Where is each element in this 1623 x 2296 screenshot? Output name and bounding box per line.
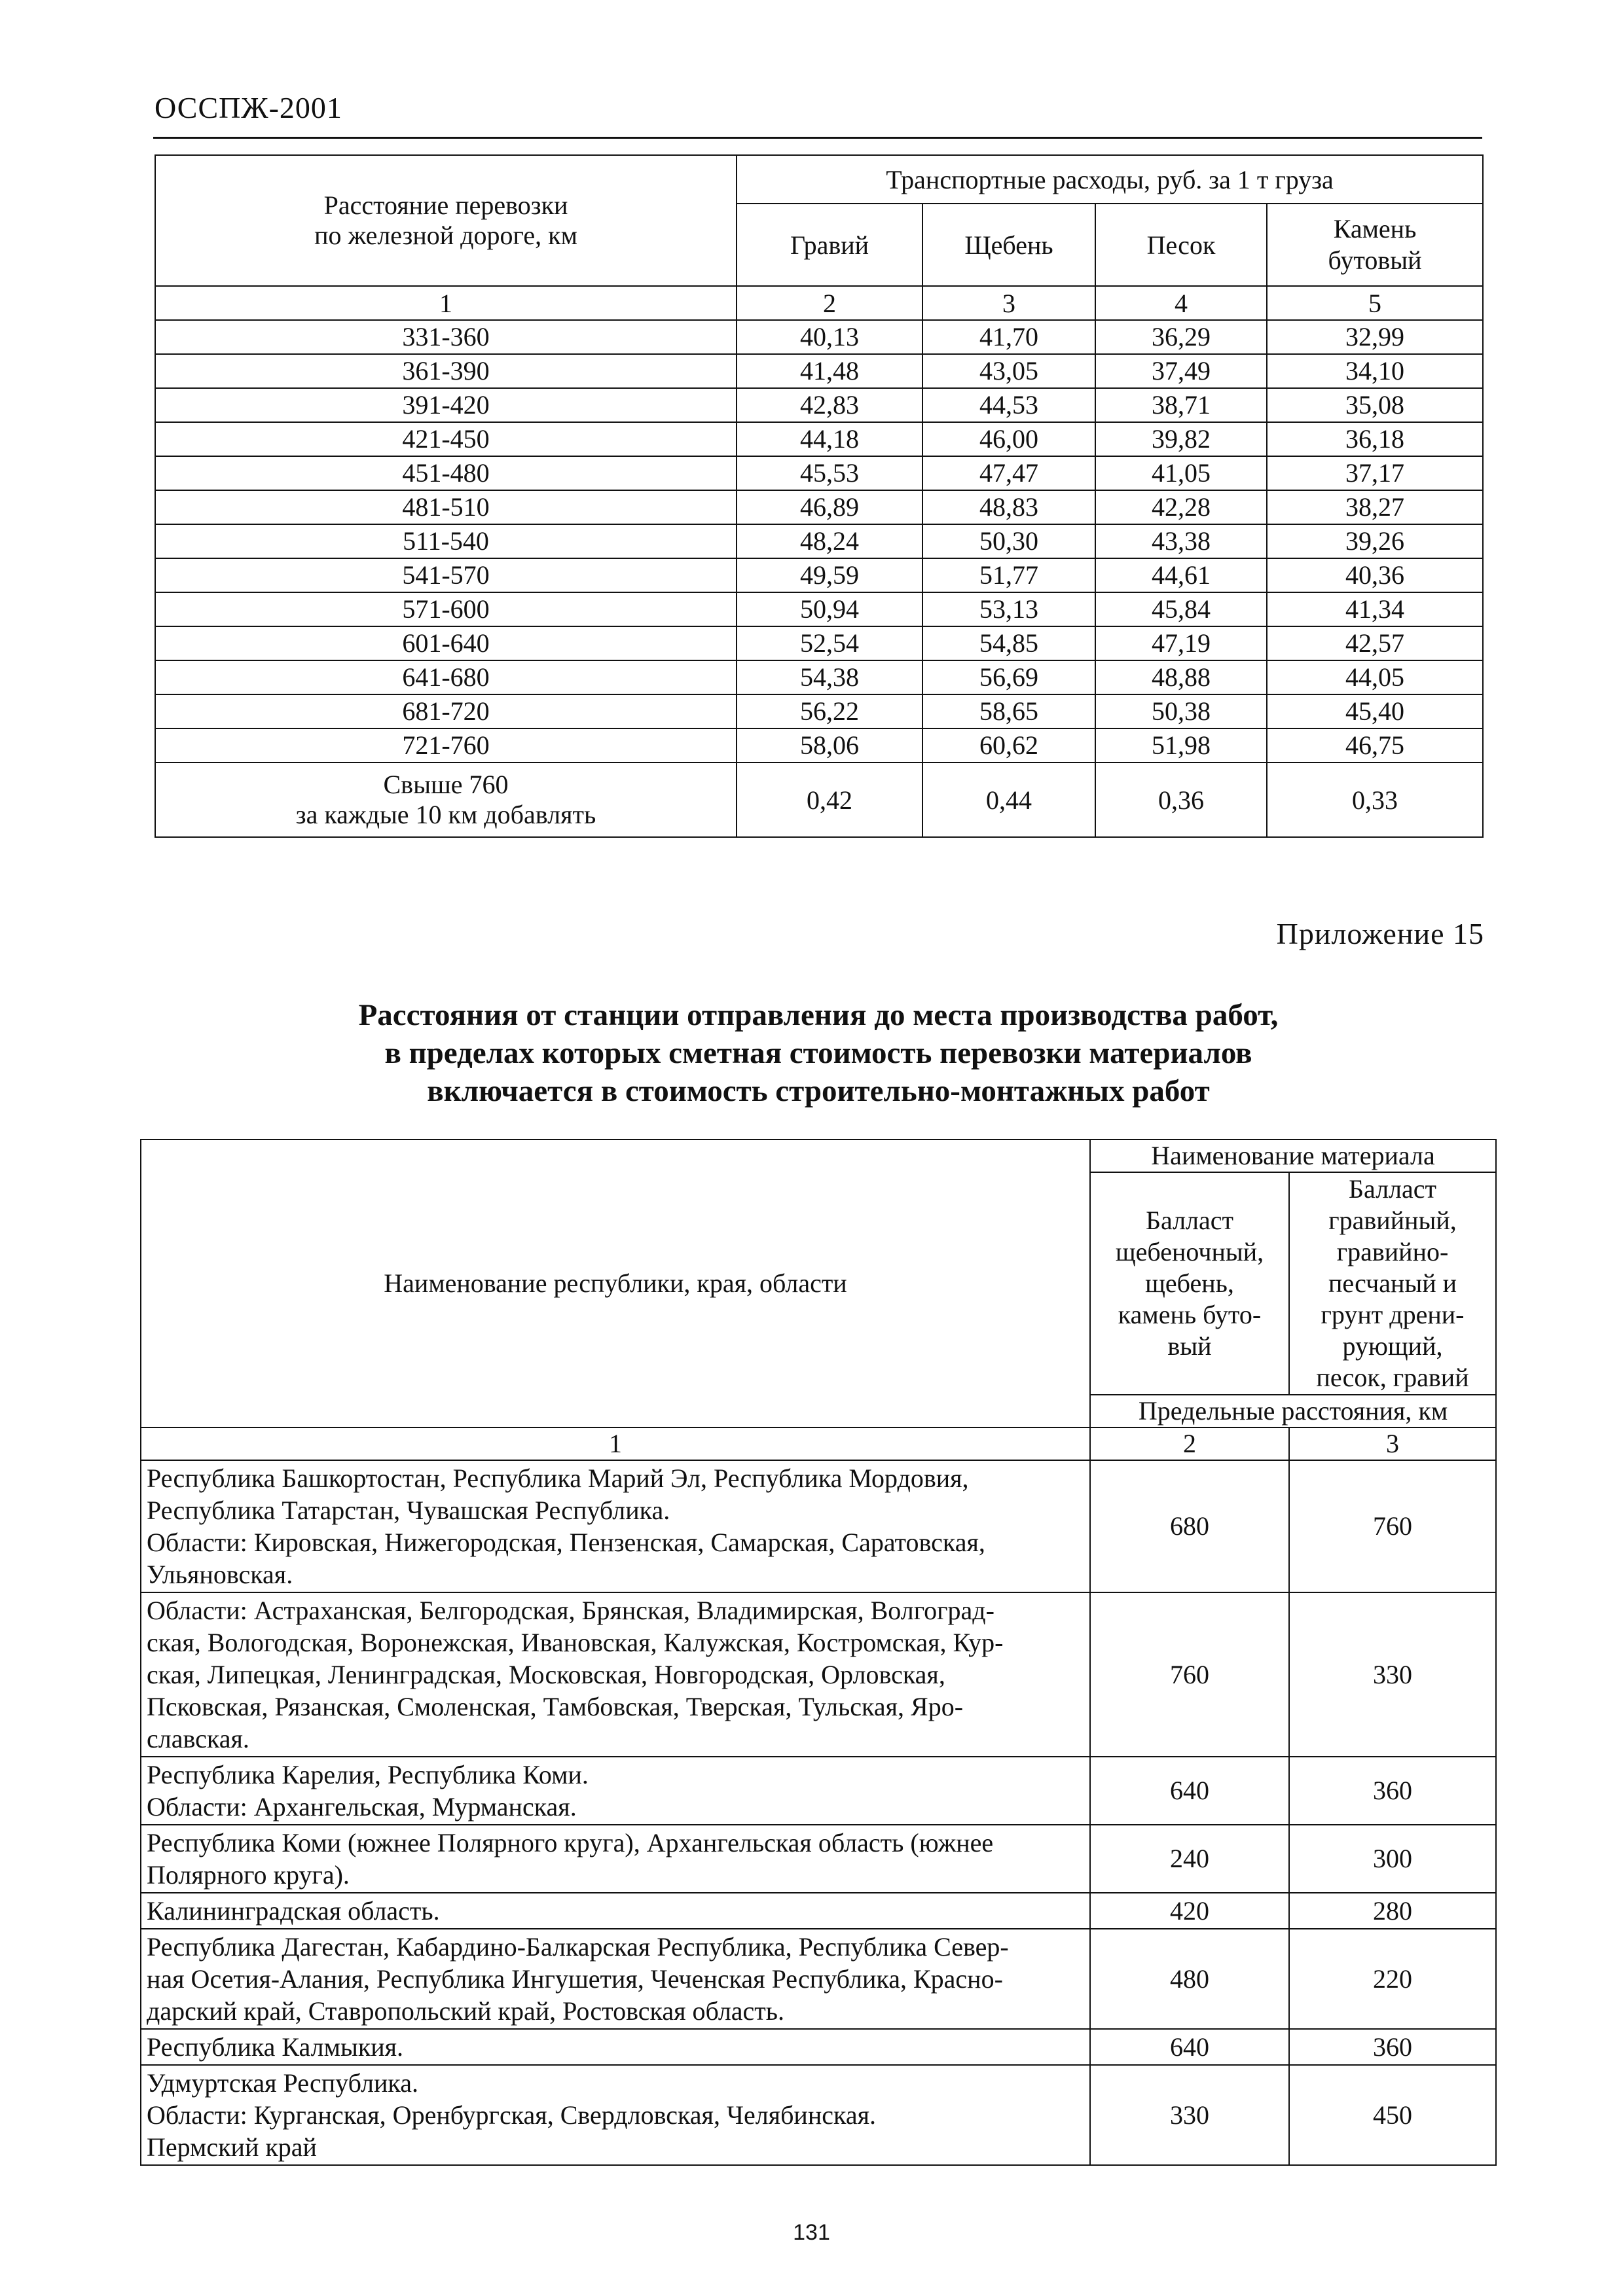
t1-cost-cell: 56,69 — [922, 660, 1095, 694]
t1-col-number: 4 — [1095, 286, 1267, 320]
t1-row — [155, 558, 1483, 592]
t1-row — [155, 422, 1483, 456]
t1-cost-cell: 42,28 — [1095, 490, 1267, 524]
region-line: Ульяновская. — [147, 1560, 293, 1589]
region-line: Области: Курганская, Оренбургская, Свердловская, Челябинская. — [147, 2100, 876, 2130]
document-header-code: ОССПЖ-2001 — [155, 91, 342, 124]
t1-col-number: 1 — [155, 286, 737, 320]
t2-distance-cell: 760 — [1090, 1592, 1289, 1757]
header-line: камень буто- — [1118, 1300, 1262, 1329]
t1-cost-cell: 41,34 — [1267, 592, 1483, 626]
region-line: Республика Карелия, Республика Коми. — [147, 1760, 589, 1789]
t1-col-sand: Песок — [1095, 204, 1267, 286]
t1-cell: 0,36 — [1095, 762, 1267, 837]
t1-distance-cell: 641-680 — [155, 660, 737, 694]
header-line: гравийный, — [1328, 1206, 1457, 1235]
t2-row — [141, 2029, 1496, 2065]
t1-cost-cell: 37,17 — [1267, 456, 1483, 490]
t2-distance-cell: 300 — [1289, 1825, 1496, 1893]
t2-distance-cell: 450 — [1289, 2065, 1496, 2165]
t1-cost-cell: 40,13 — [737, 320, 922, 354]
t1-cost-cell: 44,05 — [1267, 660, 1483, 694]
t1-cost-cell: 39,26 — [1267, 524, 1483, 558]
t1-distance-cell: 681-720 — [155, 694, 737, 728]
t1-row — [155, 728, 1483, 762]
t1-distance-cell: 541-570 — [155, 558, 737, 592]
t1-cost-cell: 40,36 — [1267, 558, 1483, 592]
t1-cost-cell: 42,83 — [737, 388, 922, 422]
region-line: Республика Дагестан, Кабардино-Балкарская Республика, Республика Север- — [147, 1932, 1009, 1962]
t1-cost-cell: 47,47 — [922, 456, 1095, 490]
t1-col-number: 5 — [1267, 286, 1483, 320]
t1-group-header: Транспортные расходы, руб. за 1 т груза — [737, 155, 1483, 204]
region-line: Республика Татарстан, Чувашская Республика. — [147, 1496, 670, 1525]
t1-cost-cell: 58,65 — [922, 694, 1095, 728]
t1-row — [155, 524, 1483, 558]
t1-col-gravel: Гравий — [737, 204, 922, 286]
region-line: ная Осетия-Алания, Республика Ингушетия, Чеченская Республика, Красно- — [147, 1964, 1003, 1994]
t1-distance-cell: 391-420 — [155, 388, 737, 422]
t1-cost-cell: 60,62 — [922, 728, 1095, 762]
t2-row — [141, 1460, 1496, 1592]
t2-col-number: 3 — [1289, 1427, 1496, 1460]
t1-row — [155, 592, 1483, 626]
t1-row — [155, 320, 1483, 354]
t2-region-cell — [141, 1460, 1090, 1592]
t1-cost-cell: 38,71 — [1095, 388, 1267, 422]
page-number: 131 — [793, 2220, 830, 2245]
t2-region-cell — [141, 1893, 1090, 1929]
t2-limit-header: Предельные расстояния, км — [1090, 1395, 1496, 1427]
t2-col-number: 1 — [141, 1427, 1090, 1460]
t1-cost-cell: 43,38 — [1095, 524, 1267, 558]
t2-distance-cell: 420 — [1090, 1893, 1289, 1929]
t2-distance-cell: 640 — [1090, 1757, 1289, 1825]
region-line: ская, Липецкая, Ленинградская, Московская, Новгородская, Орловская, — [147, 1660, 945, 1689]
t2-col-crushed-ballast — [1090, 1172, 1289, 1395]
region-line: Республика Башкортостан, Республика Марий Эл, Республика Мордовия, — [147, 1463, 969, 1493]
t2-region-cell — [141, 1592, 1090, 1757]
t1-cost-cell: 48,83 — [922, 490, 1095, 524]
t1-cost-cell: 56,22 — [737, 694, 922, 728]
header-rule — [153, 137, 1482, 139]
t2-row — [141, 1893, 1496, 1929]
t2-region-cell — [141, 2065, 1090, 2165]
t2-distance-cell: 330 — [1090, 2065, 1289, 2165]
t1-col-crushed-stone: Щебень — [922, 204, 1095, 286]
t1-row — [155, 354, 1483, 388]
appendix-label: Приложение 15 — [1276, 917, 1484, 950]
t2-row — [141, 1757, 1496, 1825]
t1-cost-cell: 44,61 — [1095, 558, 1267, 592]
t1-cost-cell: 49,59 — [737, 558, 922, 592]
t1-distance-cell: 721-760 — [155, 728, 737, 762]
t2-group-header: Наименование материала — [1090, 1139, 1496, 1172]
t1-distance-cell: 571-600 — [155, 592, 737, 626]
header-line: гравийно- — [1336, 1237, 1449, 1266]
t1-cost-cell: 54,85 — [922, 626, 1095, 660]
t1-cost-cell: 46,75 — [1267, 728, 1483, 762]
region-line: Республика Коми (южнее Полярного круга), Архангельская область (южнее — [147, 1828, 994, 1857]
t1-cost-cell: 42,57 — [1267, 626, 1483, 660]
t1-cost-cell: 36,29 — [1095, 320, 1267, 354]
region-line: Области: Астраханская, Белгородская, Брянская, Владимирская, Волгоград- — [147, 1596, 994, 1625]
t2-region-cell — [141, 1825, 1090, 1893]
t1-distance-cell: 511-540 — [155, 524, 737, 558]
t1-col1-header: Расстояние перевозки по железной дороге, км — [155, 155, 737, 286]
t2-row — [141, 1929, 1496, 2029]
region-line: славская. — [147, 1724, 249, 1753]
t1-cost-cell: 54,38 — [737, 660, 922, 694]
t1-cost-cell: 52,54 — [737, 626, 922, 660]
t1-cell: 0,33 — [1267, 762, 1483, 837]
section-title: Расстояния от станции отправления до места производства работ, в пределах которых сметная стоимость перевозки материалов включается в стоимость строительно-монтажных работ — [358, 998, 1279, 1108]
t2-row — [141, 1825, 1496, 1893]
t1-cost-cell: 58,06 — [737, 728, 922, 762]
t1-distance-cell: 361-390 — [155, 354, 737, 388]
t1-cost-cell: 44,53 — [922, 388, 1095, 422]
t2-region-cell — [141, 1929, 1090, 2029]
t2-region-cell — [141, 2029, 1090, 2065]
t1-row — [155, 456, 1483, 490]
t2-col1-header: Наименование республики, края, области — [141, 1139, 1090, 1427]
t1-cost-cell: 45,40 — [1267, 694, 1483, 728]
region-line: Пермский край — [147, 2132, 317, 2162]
t1-cost-cell: 53,13 — [922, 592, 1095, 626]
t1-distance-cell: 421-450 — [155, 422, 737, 456]
t2-distance-cell: 330 — [1289, 1592, 1496, 1757]
t1-col-number: 2 — [737, 286, 922, 320]
t2-distance-cell: 280 — [1289, 1893, 1496, 1929]
t2-col-gravel-ballast — [1289, 1172, 1496, 1395]
t1-cost-cell: 50,94 — [737, 592, 922, 626]
distance-limits-table — [140, 1139, 1497, 2166]
t1-col-number: 3 — [922, 286, 1095, 320]
t1-cost-cell: 46,00 — [922, 422, 1095, 456]
header-line: щебеночный, — [1115, 1237, 1264, 1266]
t1-cost-cell: 51,77 — [922, 558, 1095, 592]
t1-cost-cell: 45,84 — [1095, 592, 1267, 626]
region-line: Псковская, Рязанская, Смоленская, Тамбовская, Тверская, Тульская, Яро- — [147, 1692, 964, 1721]
t1-cost-cell: 35,08 — [1267, 388, 1483, 422]
t1-cost-cell: 48,24 — [737, 524, 922, 558]
t1-cost-cell: 39,82 — [1095, 422, 1267, 456]
t2-distance-cell: 480 — [1090, 1929, 1289, 2029]
region-line: ская, Вологодская, Воронежская, Ивановская, Калужская, Костромская, Кур- — [147, 1628, 1004, 1657]
region-line: Полярного круга). — [147, 1860, 350, 1890]
t2-distance-cell: 360 — [1289, 1757, 1496, 1825]
t1-cost-cell: 43,05 — [922, 354, 1095, 388]
t1-row — [155, 694, 1483, 728]
t2-region-cell — [141, 1757, 1090, 1825]
transport-cost-table — [155, 154, 1484, 838]
t2-distance-cell: 640 — [1090, 2029, 1289, 2065]
t2-distance-cell: 760 — [1289, 1460, 1496, 1592]
t1-row — [155, 388, 1483, 422]
region-line: Области: Архангельская, Мурманская. — [147, 1792, 577, 1821]
header-line: щебень, — [1145, 1268, 1234, 1298]
t1-cost-cell: 44,18 — [737, 422, 922, 456]
t1-distance-cell: 601-640 — [155, 626, 737, 660]
t1-row — [155, 626, 1483, 660]
region-line: Удмуртская Республика. — [147, 2068, 418, 2098]
t2-col-number: 2 — [1090, 1427, 1289, 1460]
header-line: грунт дрени- — [1321, 1300, 1465, 1329]
region-line: Республика Калмыкия. — [147, 2032, 404, 2062]
t1-cost-cell: 38,27 — [1267, 490, 1483, 524]
t1-cell: 0,44 — [922, 762, 1095, 837]
t1-cost-cell: 37,49 — [1095, 354, 1267, 388]
header-line: Балласт — [1146, 1206, 1233, 1235]
t1-cost-cell: 34,10 — [1267, 354, 1483, 388]
t1-cost-cell: 46,89 — [737, 490, 922, 524]
region-line: дарский край, Ставропольский край, Ростовская область. — [147, 1996, 785, 2026]
t1-cost-cell: 41,05 — [1095, 456, 1267, 490]
t1-cost-cell: 48,88 — [1095, 660, 1267, 694]
header-line: песчаный и — [1328, 1268, 1457, 1298]
t1-last-row-label: Свыше 760 за каждые 10 км добавлять — [155, 762, 737, 837]
header-line: вый — [1167, 1331, 1212, 1361]
t1-cost-cell: 45,53 — [737, 456, 922, 490]
region-line: Области: Кировская, Нижегородская, Пензенская, Самарская, Саратовская, — [147, 1528, 985, 1557]
header-line: песок, гравий — [1316, 1363, 1469, 1392]
t1-cost-cell: 50,38 — [1095, 694, 1267, 728]
t2-distance-cell: 360 — [1289, 2029, 1496, 2065]
t1-cost-cell: 51,98 — [1095, 728, 1267, 762]
header-line: Балласт — [1349, 1174, 1436, 1204]
t1-distance-cell: 331-360 — [155, 320, 737, 354]
t1-cost-cell: 41,70 — [922, 320, 1095, 354]
t1-distance-cell: 451-480 — [155, 456, 737, 490]
t1-cost-cell: 32,99 — [1267, 320, 1483, 354]
t2-distance-cell: 680 — [1090, 1460, 1289, 1592]
t1-row — [155, 660, 1483, 694]
t1-cell: 0,42 — [737, 762, 922, 837]
t1-distance-cell: 481-510 — [155, 490, 737, 524]
t1-col-rubble-stone: Камень бутовый — [1267, 204, 1483, 286]
header-line: рующий, — [1342, 1331, 1443, 1361]
t1-cost-cell: 47,19 — [1095, 626, 1267, 660]
t2-distance-cell: 220 — [1289, 1929, 1496, 2029]
t1-row — [155, 490, 1483, 524]
t2-distance-cell: 240 — [1090, 1825, 1289, 1893]
t1-cost-cell: 36,18 — [1267, 422, 1483, 456]
t2-row — [141, 1592, 1496, 1757]
t1-cost-cell: 41,48 — [737, 354, 922, 388]
t2-row — [141, 2065, 1496, 2165]
region-line: Калининградская область. — [147, 1896, 440, 1926]
t1-cost-cell: 50,30 — [922, 524, 1095, 558]
